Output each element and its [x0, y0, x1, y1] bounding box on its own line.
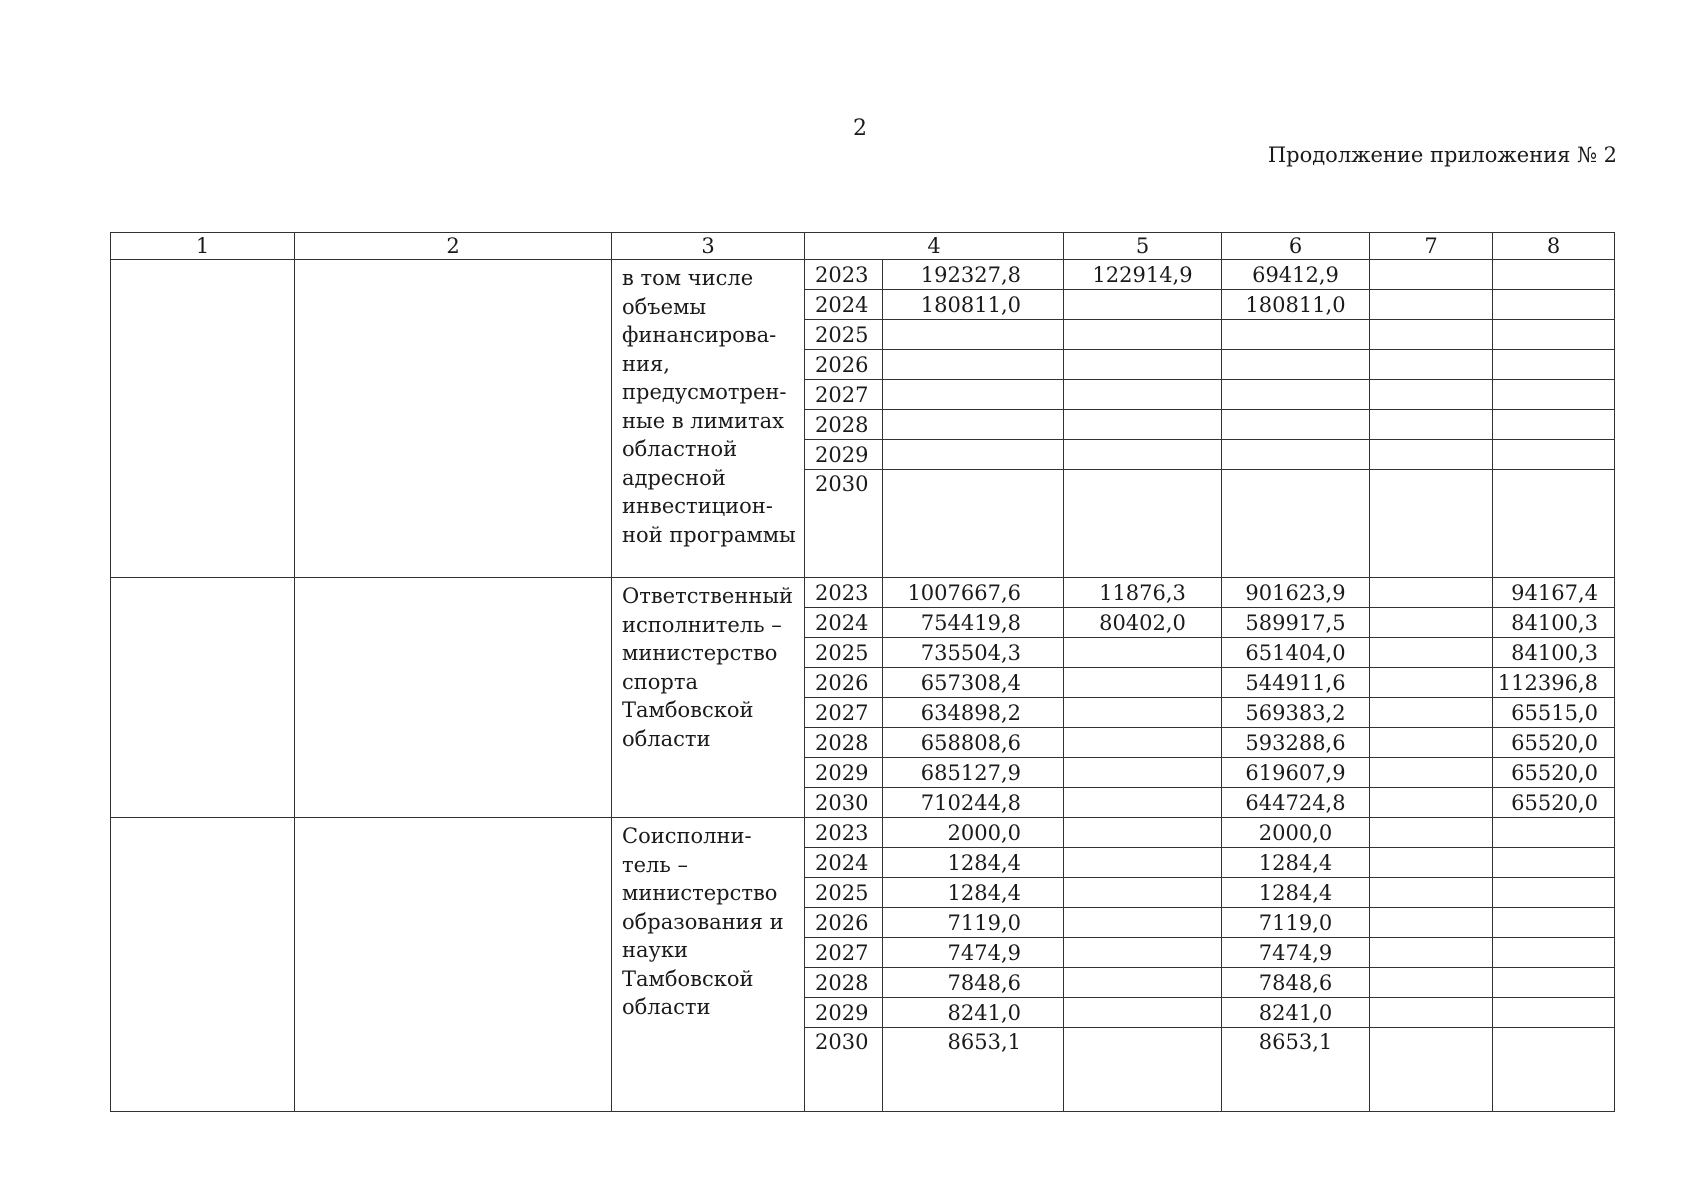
cell-col8 — [1493, 350, 1615, 380]
cell-col6: 2000,0 — [1222, 818, 1370, 848]
cell-col4 — [883, 440, 1064, 470]
cell-col7 — [1370, 758, 1493, 788]
cell-col6 — [1222, 320, 1370, 350]
cell-col5 — [1064, 638, 1222, 668]
cell-col2 — [295, 260, 612, 578]
funding-table — [110, 232, 1615, 1112]
cell-col7 — [1370, 998, 1493, 1028]
cell-col5 — [1064, 968, 1222, 998]
year-cell: 2028 — [805, 968, 883, 998]
year-cell: 2023 — [805, 260, 883, 290]
cell-col8 — [1493, 908, 1615, 938]
cell-col6 — [1222, 410, 1370, 440]
cell-col8: 65515,0 — [1493, 698, 1615, 728]
cell-col7 — [1370, 788, 1493, 818]
year-cell: 2024 — [805, 848, 883, 878]
cell-col5 — [1064, 290, 1222, 320]
cell-col1 — [111, 818, 295, 1112]
cell-col6: 569383,2 — [1222, 698, 1370, 728]
cell-col8 — [1493, 968, 1615, 998]
cell-col6: 8241,0 — [1222, 998, 1370, 1028]
section-name: в том числе объемы финансирова-ния, предусмотрен-ные в лимитах областной адресной инвестицион-ной программы — [612, 260, 805, 578]
cell-col7 — [1370, 608, 1493, 638]
cell-col5 — [1064, 1028, 1222, 1112]
cell-col7 — [1370, 698, 1493, 728]
cell-col7 — [1370, 878, 1493, 908]
cell-col8 — [1493, 818, 1615, 848]
cell-col7 — [1370, 968, 1493, 998]
cell-col5: 11876,3 — [1064, 578, 1222, 608]
cell-col7 — [1370, 818, 1493, 848]
cell-col5 — [1064, 320, 1222, 350]
cell-col6: 901623,9 — [1222, 578, 1370, 608]
column-header: 5 — [1064, 233, 1222, 260]
cell-col6 — [1222, 380, 1370, 410]
table-row — [111, 818, 1615, 848]
continuation-label: Продолжение приложения № 2 — [1267, 143, 1617, 167]
cell-col2 — [295, 818, 612, 1112]
cell-col4: 7474,9 — [883, 938, 1064, 968]
cell-col1 — [111, 578, 295, 818]
cell-col8 — [1493, 878, 1615, 908]
cell-col1 — [111, 260, 295, 578]
column-header: 8 — [1493, 233, 1615, 260]
cell-col8 — [1493, 470, 1615, 578]
year-cell: 2024 — [805, 608, 883, 638]
year-cell: 2029 — [805, 998, 883, 1028]
cell-col4: 7848,6 — [883, 968, 1064, 998]
year-cell: 2027 — [805, 938, 883, 968]
year-cell: 2023 — [805, 578, 883, 608]
cell-col6: 544911,6 — [1222, 668, 1370, 698]
cell-col6: 69412,9 — [1222, 260, 1370, 290]
cell-col5 — [1064, 350, 1222, 380]
cell-col8 — [1493, 998, 1615, 1028]
cell-col8: 94167,4 — [1493, 578, 1615, 608]
cell-col7 — [1370, 380, 1493, 410]
cell-col8 — [1493, 440, 1615, 470]
cell-col7 — [1370, 350, 1493, 380]
cell-col7 — [1370, 1028, 1493, 1112]
year-cell: 2030 — [805, 1028, 883, 1112]
cell-col6: 7474,9 — [1222, 938, 1370, 968]
year-cell: 2026 — [805, 908, 883, 938]
cell-col7 — [1370, 320, 1493, 350]
cell-col8: 84100,3 — [1493, 608, 1615, 638]
year-cell: 2024 — [805, 290, 883, 320]
cell-col5 — [1064, 668, 1222, 698]
cell-col4: 1007667,6 — [883, 578, 1064, 608]
year-cell: 2029 — [805, 440, 883, 470]
cell-col5 — [1064, 998, 1222, 1028]
cell-col4: 2000,0 — [883, 818, 1064, 848]
cell-col7 — [1370, 290, 1493, 320]
cell-col8: 84100,3 — [1493, 638, 1615, 668]
year-cell: 2025 — [805, 878, 883, 908]
cell-col5 — [1064, 848, 1222, 878]
cell-col8 — [1493, 410, 1615, 440]
cell-col6: 644724,8 — [1222, 788, 1370, 818]
cell-col8 — [1493, 260, 1615, 290]
column-header: 1 — [111, 233, 295, 260]
cell-col7 — [1370, 908, 1493, 938]
cell-col8: 65520,0 — [1493, 788, 1615, 818]
cell-col7 — [1370, 578, 1493, 608]
column-header: 6 — [1222, 233, 1370, 260]
year-cell: 2027 — [805, 698, 883, 728]
cell-col7 — [1370, 470, 1493, 578]
cell-col5 — [1064, 440, 1222, 470]
cell-col8 — [1493, 1028, 1615, 1112]
cell-col4: 634898,2 — [883, 698, 1064, 728]
cell-col6: 651404,0 — [1222, 638, 1370, 668]
cell-col5: 80402,0 — [1064, 608, 1222, 638]
column-header: 2 — [295, 233, 612, 260]
column-header: 3 — [612, 233, 805, 260]
cell-col7 — [1370, 848, 1493, 878]
cell-col8 — [1493, 938, 1615, 968]
cell-col6: 593288,6 — [1222, 728, 1370, 758]
cell-col4: 1284,4 — [883, 878, 1064, 908]
cell-col6 — [1222, 350, 1370, 380]
cell-col5 — [1064, 908, 1222, 938]
cell-col6: 1284,4 — [1222, 848, 1370, 878]
year-cell: 2030 — [805, 470, 883, 578]
year-cell: 2027 — [805, 380, 883, 410]
cell-col6 — [1222, 470, 1370, 578]
section-name: Соисполни-тель – министерство образования и науки Тамбовской области — [612, 818, 805, 1112]
cell-col7 — [1370, 410, 1493, 440]
cell-col7 — [1370, 938, 1493, 968]
cell-col4: 710244,8 — [883, 788, 1064, 818]
cell-col4 — [883, 350, 1064, 380]
cell-col5 — [1064, 470, 1222, 578]
cell-col4 — [883, 320, 1064, 350]
cell-col4: 658808,6 — [883, 728, 1064, 758]
cell-col6: 589917,5 — [1222, 608, 1370, 638]
cell-col8: 65520,0 — [1493, 728, 1615, 758]
cell-col6: 1284,4 — [1222, 878, 1370, 908]
cell-col5 — [1064, 878, 1222, 908]
cell-col6: 7848,6 — [1222, 968, 1370, 998]
cell-col5 — [1064, 410, 1222, 440]
year-cell: 2029 — [805, 758, 883, 788]
cell-col4: 180811,0 — [883, 290, 1064, 320]
cell-col4: 1284,4 — [883, 848, 1064, 878]
cell-col5 — [1064, 788, 1222, 818]
cell-col4: 754419,8 — [883, 608, 1064, 638]
cell-col5 — [1064, 380, 1222, 410]
cell-col6: 7119,0 — [1222, 908, 1370, 938]
section-name: Ответственный исполнитель – министерство спорта Тамбовской области — [612, 578, 805, 818]
cell-col5: 122914,9 — [1064, 260, 1222, 290]
table-row — [111, 578, 1615, 608]
cell-col4: 685127,9 — [883, 758, 1064, 788]
cell-col2 — [295, 578, 612, 818]
cell-col5 — [1064, 818, 1222, 848]
cell-col7 — [1370, 728, 1493, 758]
year-cell: 2023 — [805, 818, 883, 848]
cell-col8 — [1493, 290, 1615, 320]
column-header: 7 — [1370, 233, 1493, 260]
cell-col7 — [1370, 668, 1493, 698]
cell-col4 — [883, 380, 1064, 410]
cell-col8 — [1493, 380, 1615, 410]
cell-col4: 8241,0 — [883, 998, 1064, 1028]
cell-col8 — [1493, 320, 1615, 350]
cell-col4: 192327,8 — [883, 260, 1064, 290]
cell-col7 — [1370, 260, 1493, 290]
cell-col4: 7119,0 — [883, 908, 1064, 938]
year-cell: 2026 — [805, 350, 883, 380]
cell-col4 — [883, 470, 1064, 578]
cell-col6: 8653,1 — [1222, 1028, 1370, 1112]
year-cell: 2025 — [805, 638, 883, 668]
cell-col5 — [1064, 698, 1222, 728]
cell-col4 — [883, 410, 1064, 440]
year-cell: 2030 — [805, 788, 883, 818]
cell-col6: 619607,9 — [1222, 758, 1370, 788]
cell-col4: 735504,3 — [883, 638, 1064, 668]
year-cell: 2028 — [805, 410, 883, 440]
cell-col4: 8653,1 — [883, 1028, 1064, 1112]
column-number-row — [111, 233, 1615, 260]
cell-col5 — [1064, 728, 1222, 758]
cell-col4: 657308,4 — [883, 668, 1064, 698]
cell-col6 — [1222, 440, 1370, 470]
cell-col8 — [1493, 848, 1615, 878]
table-row — [111, 260, 1615, 290]
cell-col7 — [1370, 440, 1493, 470]
cell-col8: 112396,8 — [1493, 668, 1615, 698]
cell-col5 — [1064, 938, 1222, 968]
year-cell: 2028 — [805, 728, 883, 758]
cell-col5 — [1064, 758, 1222, 788]
page-number: 2 — [853, 116, 867, 141]
column-header: 4 — [805, 233, 1064, 260]
cell-col8: 65520,0 — [1493, 758, 1615, 788]
cell-col6: 180811,0 — [1222, 290, 1370, 320]
year-cell: 2026 — [805, 668, 883, 698]
cell-col7 — [1370, 638, 1493, 668]
year-cell: 2025 — [805, 320, 883, 350]
